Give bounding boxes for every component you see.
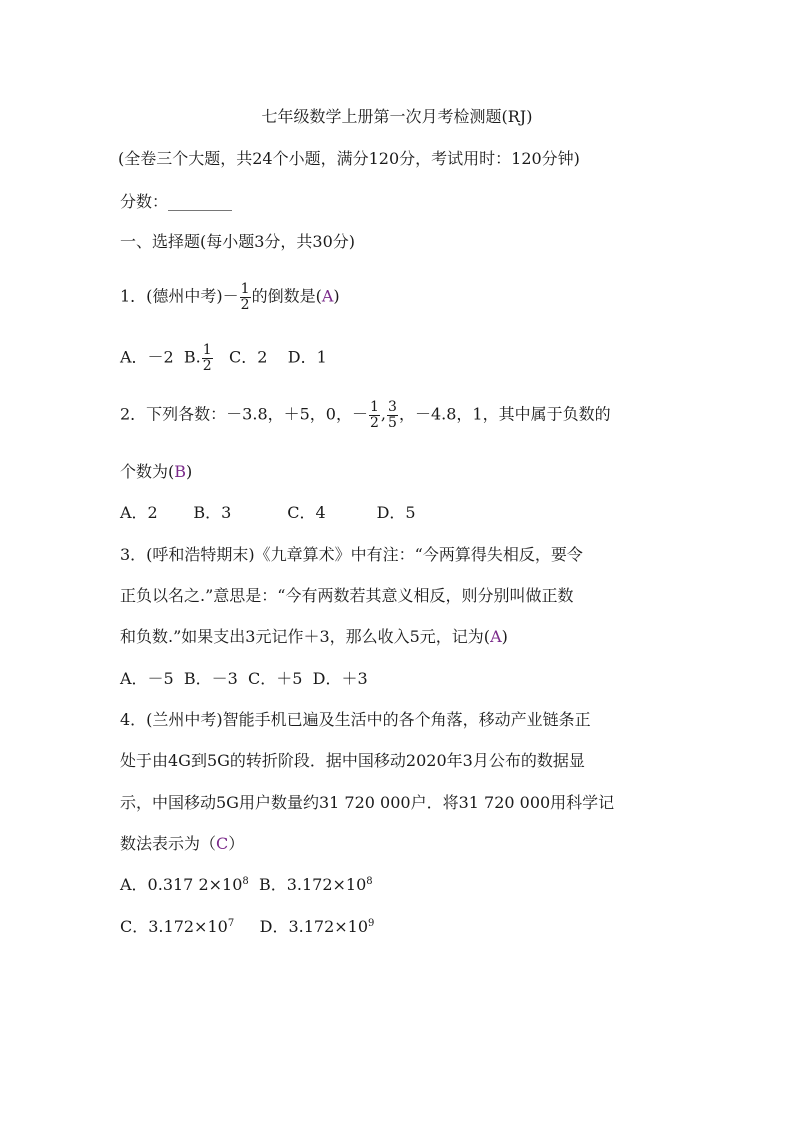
q4-options-row2: [120, 919, 374, 935]
q4-option-a: A．0.317 2×10: [120, 875, 243, 894]
q4-line4: [120, 836, 244, 852]
q1-option-b: B.: [183, 347, 201, 367]
q2-comma: ,: [380, 404, 387, 424]
q4-option-b: B．3.172×10: [258, 875, 367, 894]
page-title: 七年级数学上册第一次月考检测题(RJ): [261, 107, 533, 126]
q4-option-c-exp: 7: [227, 918, 235, 929]
q2-option-a: A．2: [120, 503, 158, 522]
q2-f2-num: 3: [388, 399, 397, 415]
q2-f1-den: 2: [370, 414, 379, 431]
q4-line2: 处于由4G到5G的转折阶段．据中国移动2020年3月公布的数据显: [120, 751, 585, 770]
q4-line4-text: 数法表示为（: [120, 834, 217, 853]
q1-options: [120, 343, 327, 373]
score-label: 分数：: [120, 192, 169, 211]
q1-option-d: D．1: [287, 347, 327, 367]
q2-option-b: B．3: [193, 503, 232, 522]
q2-line2-text: 个数为(: [120, 462, 175, 481]
q3-line2: 正负以名之.”意思是：“今有两数若其意义相反，则分别叫做正数: [120, 586, 574, 605]
q2-option-c: C．4: [287, 503, 326, 522]
q1-text-post: 的倒数是(: [251, 286, 322, 306]
q4-option-c: C．3.172×10: [120, 917, 228, 936]
question-1: [120, 282, 340, 312]
q2-f2-den: 5: [388, 414, 397, 431]
q1-fraction: [240, 282, 251, 312]
q2-answer: B: [174, 462, 187, 481]
q1-option-c: C．2: [228, 347, 268, 367]
q2-line2: [120, 464, 192, 480]
q3-answer: A: [490, 627, 502, 646]
q1-b-num: 1: [202, 342, 212, 358]
q3-line1: 3．(呼和浩特期末)《九章算术》中有注：“今两算得失相反，要令: [120, 545, 583, 564]
q3-line3: [120, 629, 508, 645]
question-2: [120, 400, 611, 430]
q2-f1-num: 1: [370, 399, 379, 415]
q4-option-d-exp: 9: [368, 918, 375, 929]
q4-option-a-exp: 8: [242, 876, 249, 887]
q4-close: ）: [228, 834, 245, 853]
q1-close: ): [333, 286, 340, 306]
q1-text: 1．(德州中考)－: [120, 286, 239, 306]
q2-options: [120, 505, 416, 521]
q1-option-a: A．－2: [120, 347, 174, 367]
q4-answer: C: [216, 834, 229, 853]
q2-text: 2．下列各数：－3.8，＋5，0，－: [120, 404, 368, 424]
q4-options-row1: [120, 877, 373, 893]
q4-option-b-exp: 8: [366, 876, 373, 887]
score-blank: ________: [168, 192, 233, 211]
q4-option-d: D．3.172×10: [259, 917, 369, 936]
q4-line3: 示，中国移动5G用户数量约31 720 000户．将31 720 000用科学记: [120, 793, 615, 812]
q1-b-den: 2: [202, 357, 212, 374]
q3-options: A．－5 B．－3 C．＋5 D．＋3: [120, 669, 368, 688]
section-heading: 一、选择题(每小题3分，共30分): [120, 232, 356, 251]
q2-text-post: ，－4.8，1，其中属于负数的: [398, 404, 611, 424]
q2-fraction-1: [369, 400, 380, 430]
q2-close: ): [186, 462, 193, 481]
q1-option-b-frac: [202, 343, 213, 373]
q3-close: ): [501, 627, 508, 646]
q1-frac-den: 2: [240, 296, 250, 313]
q1-frac-num: 1: [240, 281, 250, 297]
q2-option-d: D．5: [376, 503, 416, 522]
exam-subtitle: (全卷三个大题，共24个小题，满分120分，考试用时：120分钟): [118, 149, 580, 168]
score-line: [120, 194, 232, 210]
q2-fraction-2: [387, 400, 398, 430]
q4-line1: 4．(兰州中考)智能手机已遍及生活中的各个角落，移动产业链条正: [120, 710, 591, 729]
q1-answer: A: [321, 286, 334, 306]
q3-line3-text: 和负数.”如果支出3元记作＋3，那么收入5元，记为(: [120, 627, 491, 646]
